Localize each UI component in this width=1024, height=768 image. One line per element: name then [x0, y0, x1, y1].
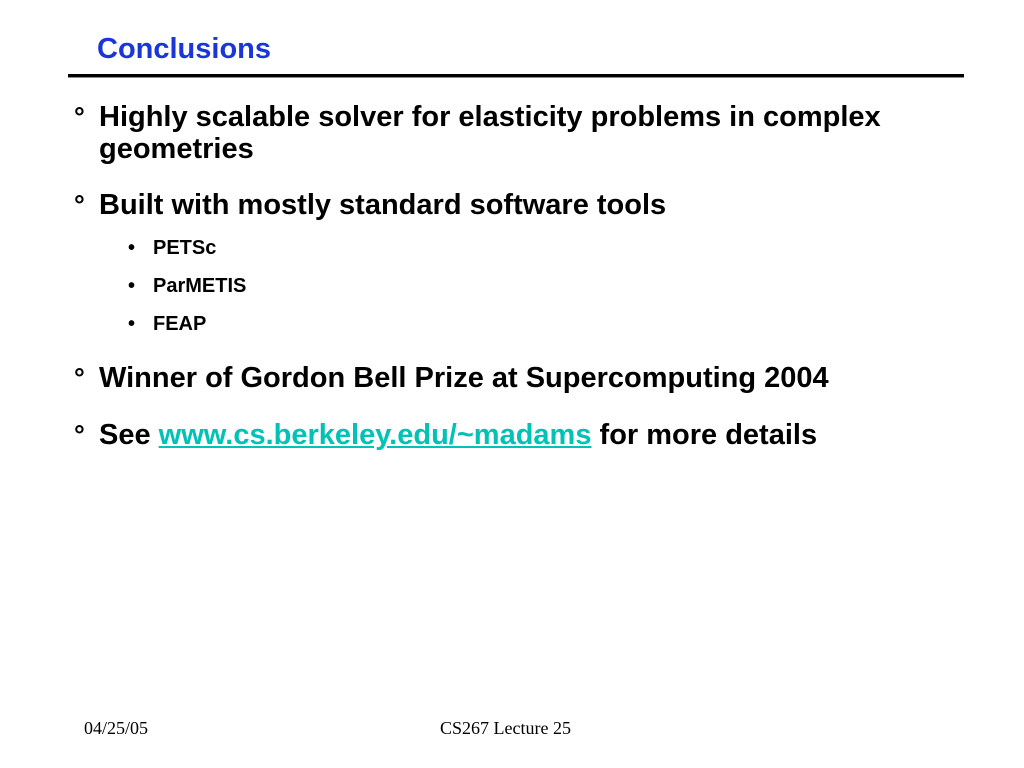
bullet-item	[74, 419, 974, 451]
footer-course: CS267 Lecture 25	[440, 718, 571, 738]
sub-bullet-marker: •	[128, 275, 136, 297]
footer-date: 04/25/05	[84, 718, 149, 738]
bullet-prefix: See	[99, 419, 151, 451]
bullet-text: Winner of Gordon Bell Prize at Supercomputing 2004	[99, 362, 829, 394]
sub-bullet-marker: •	[128, 237, 136, 259]
bullet-item	[74, 189, 974, 221]
slide-title: Conclusions	[97, 33, 272, 65]
sub-bullet-text: PETSc	[153, 237, 217, 259]
sub-bullet-item	[128, 274, 246, 298]
bullet-item	[74, 101, 974, 165]
bullet-text: Built with mostly standard software tools	[99, 189, 667, 221]
sub-bullet-item	[128, 312, 206, 336]
bullet-marker: °	[74, 190, 85, 220]
sub-bullet-marker: •	[128, 313, 136, 335]
sub-bullet-text: ParMETIS	[153, 275, 247, 297]
bullet-item	[74, 362, 974, 394]
bullet-marker: °	[74, 420, 85, 450]
bullet-text: Highly scalable solver for elasticity problems in complex geometries	[99, 101, 881, 165]
bullet-marker: °	[74, 102, 85, 132]
title-divider	[68, 74, 964, 78]
sub-bullet-text: FEAP	[153, 313, 207, 335]
bullet-marker: °	[74, 363, 85, 393]
madams-homepage-link[interactable]: www.cs.berkeley.edu/~madams	[158, 419, 592, 451]
bullet-text	[99, 419, 974, 451]
bullet-suffix: for more details	[599, 419, 818, 451]
sub-bullet-item	[128, 236, 216, 260]
